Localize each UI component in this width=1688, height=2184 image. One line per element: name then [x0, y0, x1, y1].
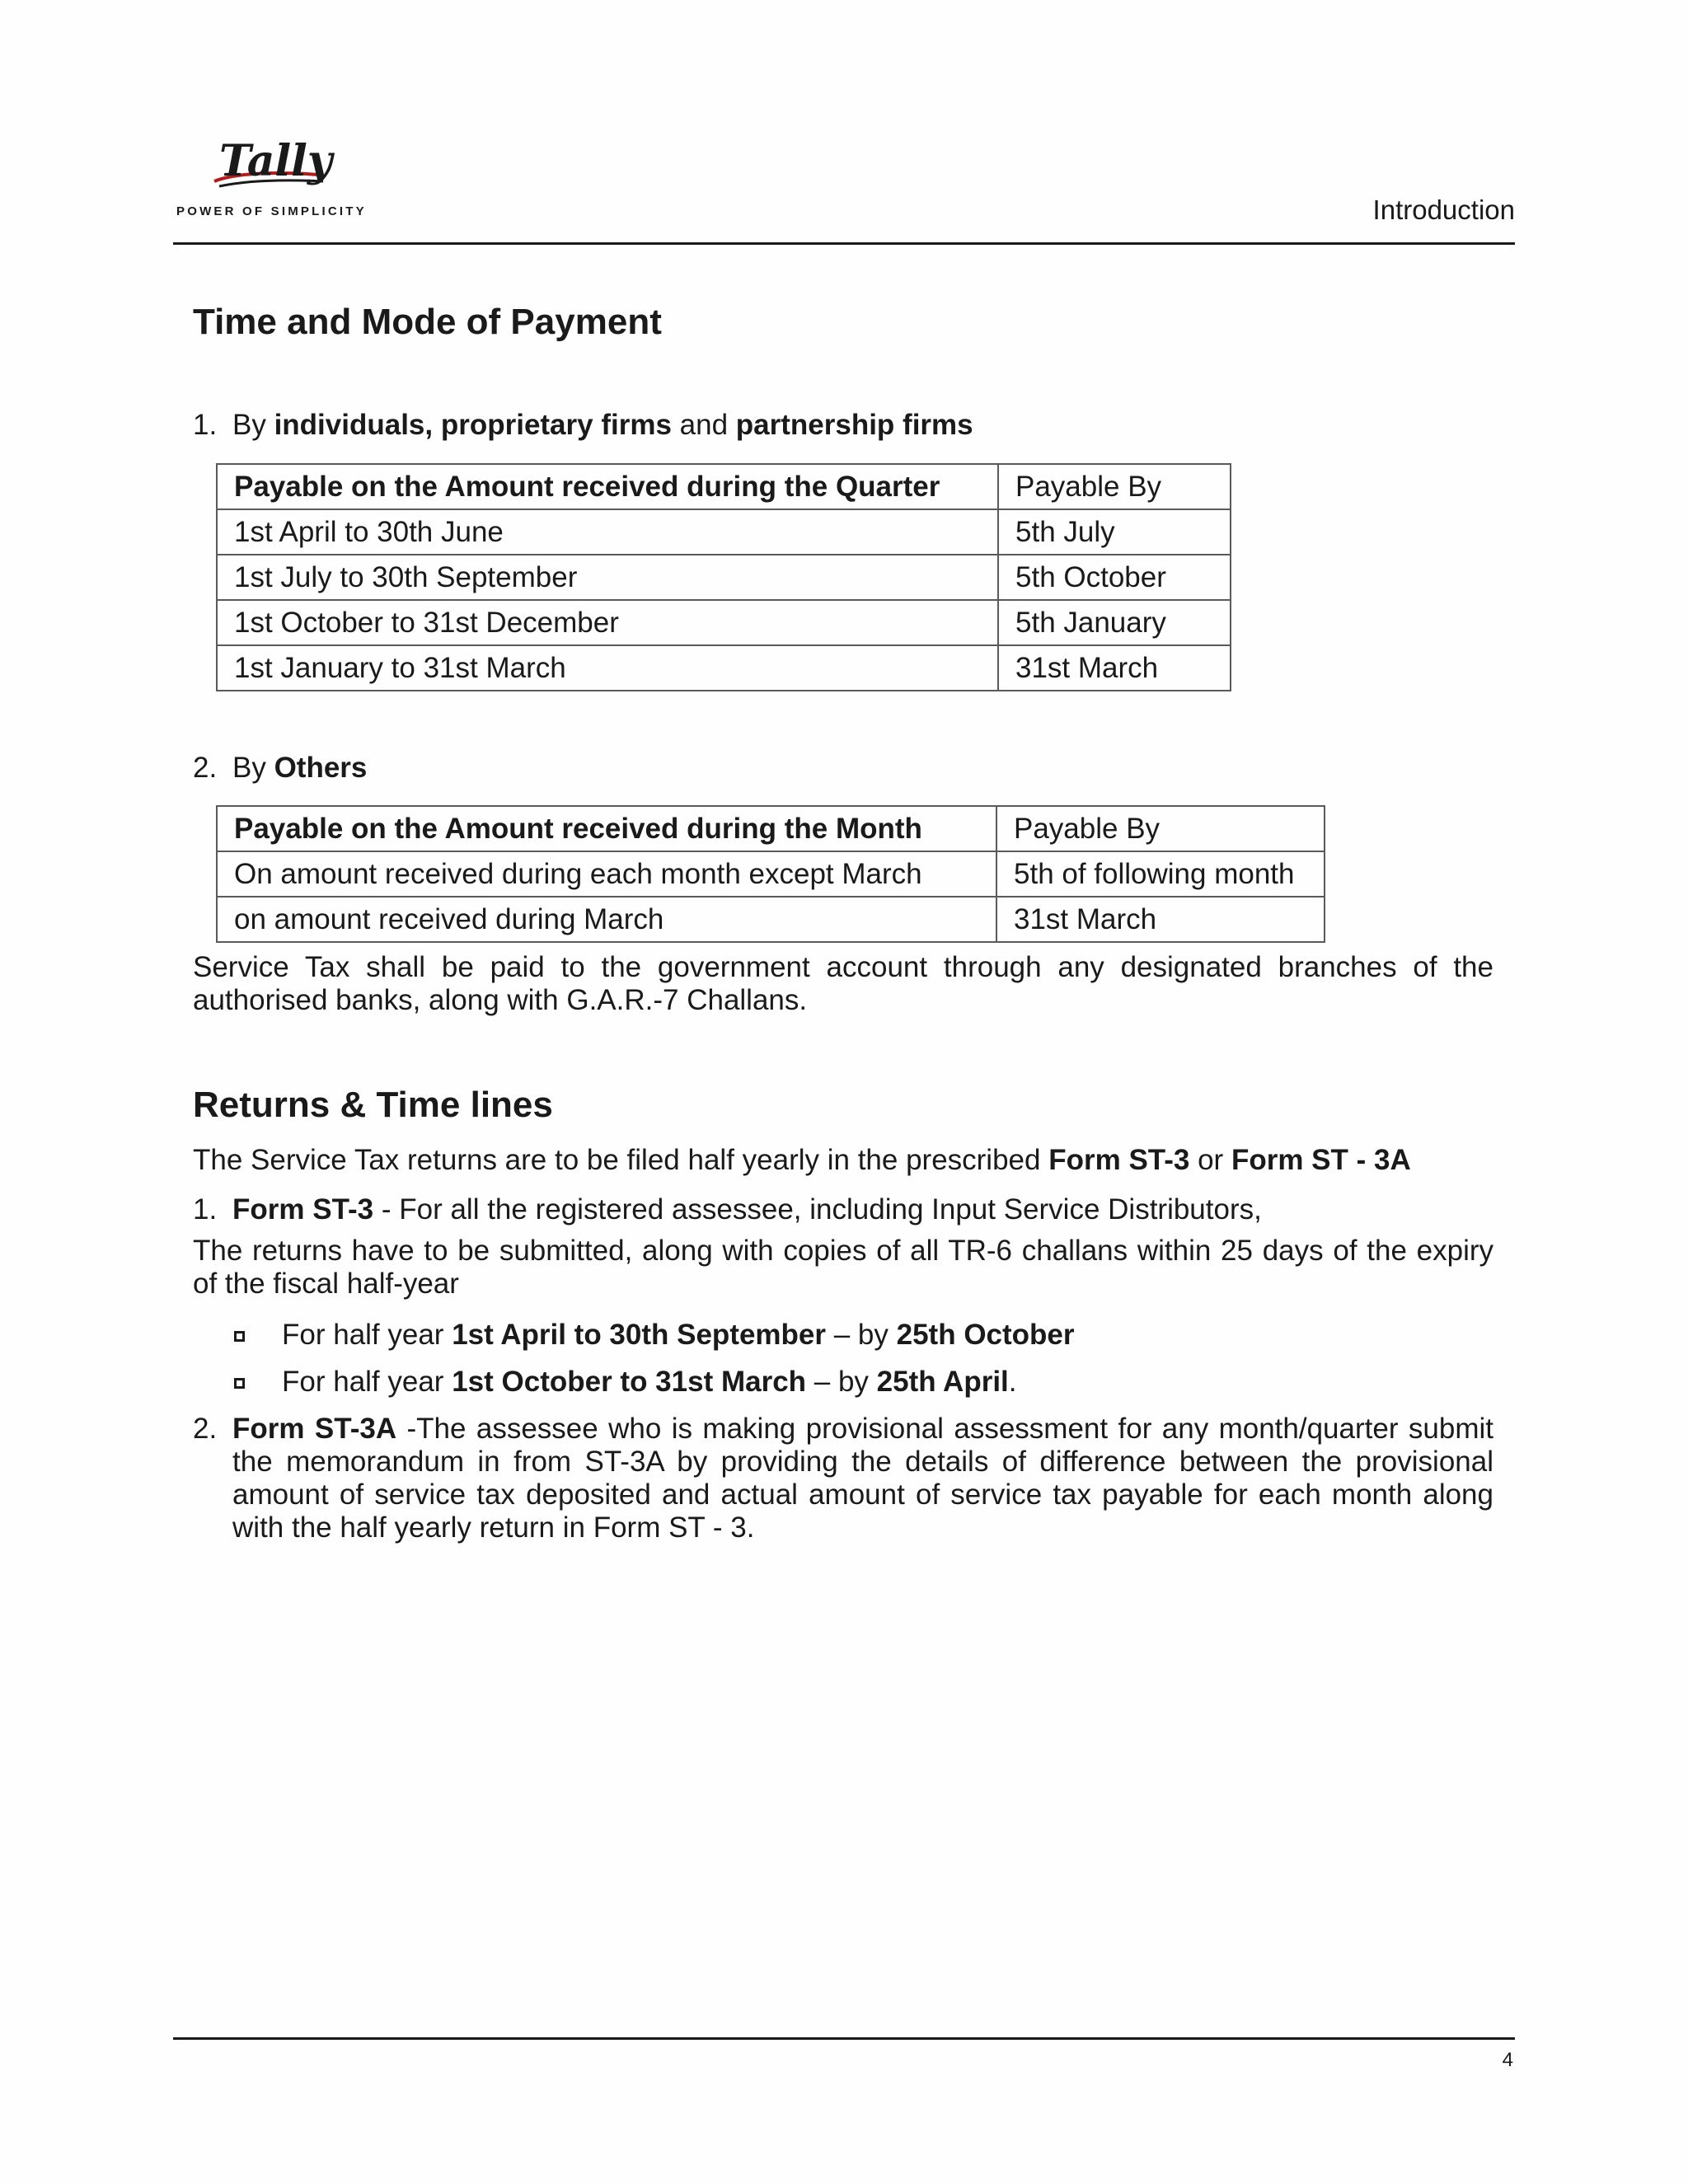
intro-bold: Form ST-3 [1048, 1144, 1190, 1176]
intro-mid: or [1189, 1144, 1231, 1176]
table-cell: 31st March [996, 897, 1325, 942]
logo-tagline: POWER OF SIMPLICITY [176, 204, 367, 218]
section-heading-payment: Time and Mode of Payment [193, 302, 662, 342]
table-row [217, 555, 1231, 600]
tally-logo [176, 138, 366, 224]
footer-rule [173, 2037, 1515, 2040]
table-cell: on amount received during March [217, 897, 996, 942]
payment-item-2 [193, 752, 367, 785]
monthly-payment-table [216, 805, 1325, 943]
payment-item-1 [193, 409, 973, 442]
intro-bold: Form ST - 3A [1231, 1144, 1411, 1176]
item-prefix: By [232, 752, 274, 784]
table-cell: On amount received during each month except March [217, 851, 996, 897]
bullet-icon [234, 1378, 245, 1389]
item-prefix: By [232, 409, 274, 441]
table-cell: 1st July to 30th September [217, 555, 998, 600]
table-header-row [217, 806, 1325, 851]
bullet-item [282, 1319, 1075, 1352]
table-header-cell: Payable on the Amount received during the Quarter [217, 464, 998, 509]
bullet-prefix: For half year [282, 1319, 452, 1351]
table-row [217, 509, 1231, 555]
payment-note: Service Tax shall be paid to the government account through any designated branches of the authorised banks, along with G.A.R.-7 Challans. [193, 951, 1493, 1016]
table-header-cell: Payable on the Amount received during the Month [217, 806, 996, 851]
returns-item-2 [193, 1413, 1493, 1544]
table-cell: 1st April to 30th June [217, 509, 998, 555]
bullet-bold: 25th April [876, 1366, 1009, 1398]
table-row [217, 600, 1231, 645]
returns-item-1 [193, 1193, 1262, 1226]
bullet-bold: 25th October [896, 1319, 1075, 1351]
item-bold: individuals, proprietary firms [274, 409, 672, 441]
table-cell: 1st October to 31st December [217, 600, 998, 645]
bullet-suffix: . [1008, 1366, 1017, 1398]
bullet-mid: – by [806, 1366, 877, 1398]
header-rule [173, 242, 1515, 245]
svg-text:Tally: Tally [219, 138, 333, 186]
quarterly-payment-table [216, 463, 1231, 691]
table-header-cell: Payable By [998, 464, 1231, 509]
item-bold: Others [274, 752, 368, 784]
bullet-prefix: For half year [282, 1366, 452, 1398]
list-number: 2. [193, 1413, 218, 1445]
page-number: 4 [1502, 2049, 1513, 2071]
item-text: -The assessee who is making provisional assessment for any month/quarter submit the memorandum in from ST-3A by providing the details of difference between the provisional amount of service tax deposited and actual amount of service tax payable for each month along with the half yearly return in Form ST - 3. [232, 1413, 1493, 1544]
item-bold: Form ST-3A [232, 1413, 397, 1445]
list-number: 1. [193, 1193, 218, 1226]
item-body [232, 1413, 1493, 1544]
table-cell: 31st March [998, 645, 1231, 691]
item-bold: Form ST-3 [232, 1193, 374, 1226]
table-row [217, 851, 1325, 897]
bullet-icon [234, 1331, 245, 1342]
returns-intro [193, 1144, 1411, 1177]
table-cell: 5th October [998, 555, 1231, 600]
intro-text: The Service Tax returns are to be filed half yearly in the prescribed [193, 1144, 1049, 1176]
table-row [217, 645, 1231, 691]
header-title: Introduction [1372, 194, 1515, 225]
list-number: 2. [193, 752, 218, 784]
table-header-row [217, 464, 1231, 509]
table-header-cell: Payable By [996, 806, 1325, 851]
table-cell: 5th January [998, 600, 1231, 645]
item-bold: partnership firms [735, 409, 973, 441]
returns-paragraph: The returns have to be submitted, along with copies of all TR-6 challans within 25 days of the expiry of the fiscal half-year [193, 1235, 1493, 1300]
table-cell: 5th of following month [996, 851, 1325, 897]
bullet-mid: – by [826, 1319, 897, 1351]
tally-logo-mark [176, 138, 366, 204]
item-mid: and [671, 409, 736, 441]
item-text: - For all the registered assessee, including Input Service Distributors, [373, 1193, 1262, 1226]
table-row [217, 897, 1325, 942]
bullet-bold: 1st October to 31st March [452, 1366, 807, 1398]
section-heading-returns: Returns & Time lines [193, 1085, 553, 1125]
bullet-item [282, 1366, 1017, 1399]
list-number: 1. [193, 409, 218, 441]
bullet-bold: 1st April to 30th September [452, 1319, 827, 1351]
table-cell: 5th July [998, 509, 1231, 555]
table-cell: 1st January to 31st March [217, 645, 998, 691]
